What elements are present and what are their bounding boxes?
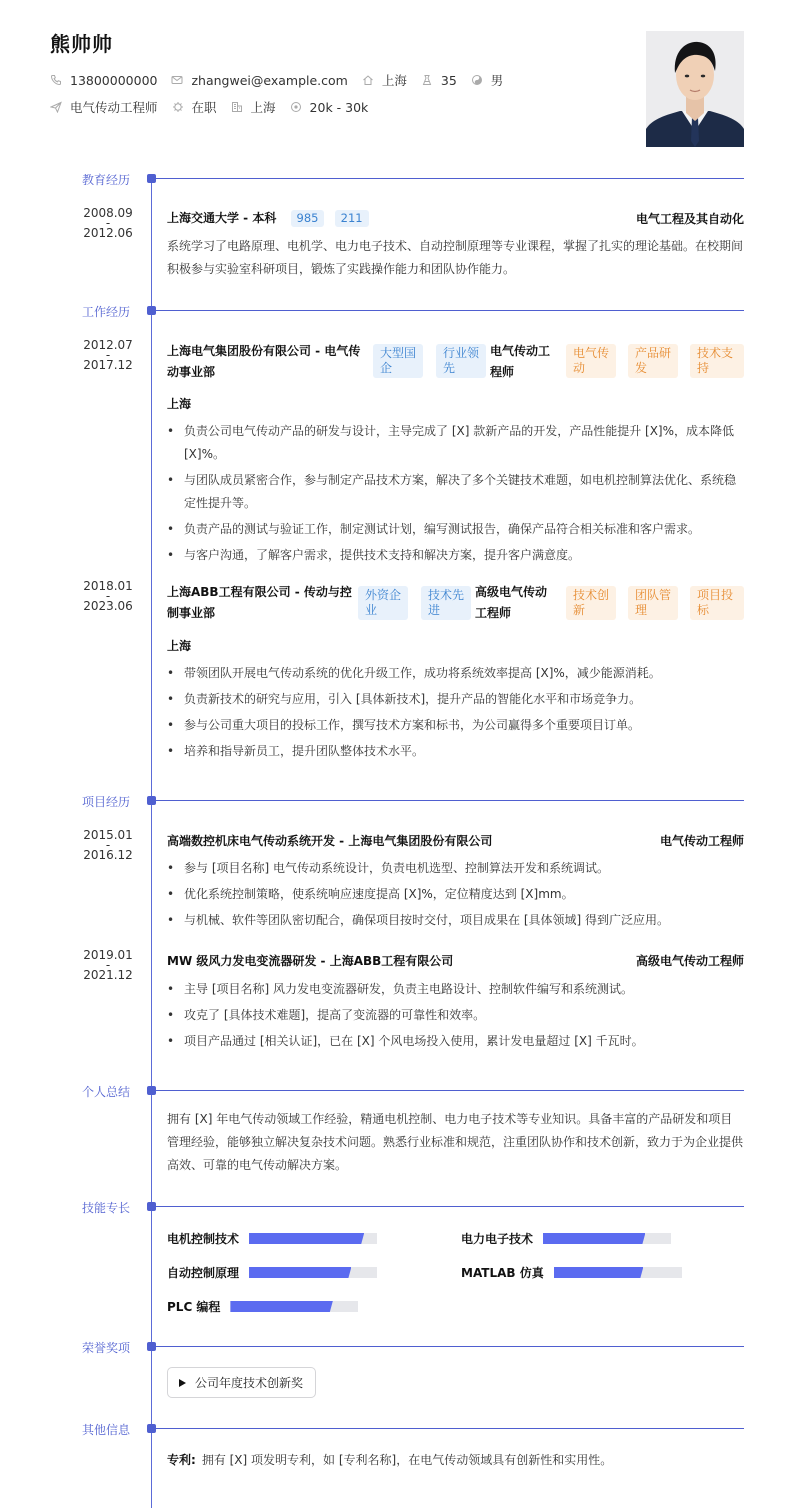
salary-item — [290, 100, 369, 115]
job-title-text: 电气传动工程师 — [70, 100, 158, 115]
school-name: 上海交通大学 - 本科 — [167, 211, 277, 225]
school-tag: 211 — [335, 210, 369, 227]
gender-icon — [471, 74, 483, 86]
skill-item — [167, 1230, 377, 1247]
role-line: 电气传动工 — [490, 344, 551, 358]
list-item: • 项目产品通过 [相关认证]，已在 [X] 个风电场投入使用，累计发电量超过 [X] 千瓦时。 — [167, 1030, 744, 1053]
date-start: 2008.09 — [83, 206, 133, 220]
skill-name: MATLAB 仿真 — [461, 1266, 544, 1280]
section-title-work: 工作经历 — [82, 305, 131, 319]
project-bullets — [167, 978, 744, 1056]
date-end: 2021.12 — [83, 968, 133, 982]
tag-line: 进 — [428, 603, 441, 617]
section-dot — [147, 1202, 156, 1211]
date-start: 2015.01 — [83, 828, 133, 842]
tag-line: 企 — [380, 361, 393, 375]
status-icon — [172, 101, 184, 113]
salary-text: 20k - 30k — [309, 99, 369, 115]
list-item: • 参与公司重大项目的投标工作，撰写技术方案和标书，为公司赢得多个重要项目订单。 — [167, 714, 744, 737]
company-line: 动事业部 — [167, 365, 216, 379]
list-item: • 主导 [项目名称] 风力发电变流器研发，负责主电路设计、控制软件编写和系统测试。 — [167, 978, 744, 1001]
target-city-item — [231, 98, 276, 116]
home-icon — [362, 74, 374, 86]
date-dash: - — [105, 348, 111, 362]
education-title — [167, 209, 369, 227]
date-dash: - — [105, 216, 111, 230]
date-start: 2018.01 — [83, 579, 133, 593]
list-item: • 参与 [项目名称] 电气传动系统设计，负责电机选型、控制算法开发和系统调试。 — [167, 857, 744, 880]
skill-name: 电力电子技术 — [461, 1232, 534, 1246]
phone-icon — [50, 74, 62, 86]
skill-bar-fill — [249, 1267, 351, 1278]
project-title: MW 级风力发电变流器研发 - 上海ABB工程有限公司 — [167, 954, 454, 968]
school-tag: 985 — [291, 210, 325, 227]
section-rule — [156, 1428, 744, 1429]
role-line: 工程师 — [475, 606, 512, 620]
skill-bar — [543, 1233, 671, 1244]
target-city-text: 上海 — [250, 100, 276, 115]
project-role: 电气传动工程师 — [659, 834, 744, 848]
role-tag — [628, 586, 678, 620]
education-dates — [78, 207, 138, 239]
work-bullets — [167, 420, 744, 570]
award-item[interactable] — [167, 1367, 316, 1398]
email-text: zhangwei@example.com — [191, 72, 348, 88]
section-title-skills: 技能专长 — [82, 1201, 131, 1215]
tag-line: 外资企 — [365, 588, 402, 602]
age-item — [421, 73, 457, 88]
age-icon — [421, 74, 433, 86]
work-company — [167, 341, 360, 383]
tag-line: 业 — [365, 603, 378, 617]
date-dash: - — [105, 958, 111, 972]
work-location: 上海 — [167, 397, 192, 411]
role-tag — [566, 586, 616, 620]
date-dash: - — [105, 838, 111, 852]
section-rule — [156, 1206, 744, 1207]
project-dates — [78, 829, 138, 861]
list-item: • 带领团队开展电气传动系统的优化升级工作，成功将系统效率提高 [X]%，减少能源消耗。 — [167, 662, 744, 685]
section-rule — [156, 1090, 744, 1091]
section-dot — [147, 174, 156, 183]
tag-line: 技术支 — [697, 346, 734, 360]
work-role — [475, 582, 547, 624]
list-item: • 优化系统控制策略，使系统响应速度提高 [X]%，定位精度达到 [X]mm。 — [167, 883, 744, 906]
company-tag — [421, 586, 471, 620]
company-line: 上海电气集团股份有限公司 - 电气传 — [167, 344, 361, 358]
skill-bar-fill — [230, 1301, 332, 1312]
project-role: 高级电气传动工程师 — [635, 954, 744, 968]
role-tag — [690, 344, 744, 378]
role-tag — [566, 344, 616, 378]
list-item: • 与团队成员紧密合作，参与制定产品技术方案，解决了多个关键技术难题，如电机控制算法优化、系统稳定性提升等。 — [167, 469, 744, 515]
play-icon — [179, 1379, 186, 1387]
section-rule — [156, 800, 744, 801]
section-dot — [147, 1086, 156, 1095]
tag-line: 技术先 — [428, 588, 465, 602]
section-title-education: 教育经历 — [82, 173, 131, 187]
tag-line: 理 — [635, 603, 648, 617]
tag-line: 持 — [697, 361, 710, 375]
gender-text: 男 — [490, 73, 504, 88]
tag-line: 先 — [443, 361, 456, 375]
tag-line: 发 — [635, 361, 648, 375]
salary-icon — [290, 101, 302, 113]
list-item: • 负责公司电气传动产品的研发与设计，主导完成了 [X] 款新产品的开发，产品性能提升 [X]%，成本降低 [X]%。 — [167, 420, 744, 466]
send-icon — [50, 101, 62, 113]
section-dot — [147, 1342, 156, 1351]
work-role — [490, 341, 550, 383]
contact-row — [50, 71, 517, 89]
project-title: 高端数控机床电气传动系统开发 - 上海电气集团股份有限公司 — [167, 834, 493, 848]
skill-bar — [249, 1267, 377, 1278]
list-item: • 培养和指导新员工，提升团队整体技术水平。 — [167, 740, 744, 763]
award-name: 公司年度技术创新奖 — [195, 1376, 304, 1390]
list-item: • 与客户沟通，了解客户需求，提供技术支持和解决方案，提升客户满意度。 — [167, 544, 744, 567]
date-start: 2012.07 — [83, 338, 133, 352]
tag-line: 电气传 — [573, 346, 610, 360]
section-dot — [147, 796, 156, 805]
date-end: 2016.12 — [83, 848, 133, 862]
section-title-other: 其他信息 — [82, 1423, 131, 1437]
skill-name: PLC 编程 — [167, 1300, 221, 1314]
list-item: • 负责新技术的研究与应用，引入 [具体新技术]，提升产品的智能化水平和市场竞争力。 — [167, 688, 744, 711]
role-tag — [690, 586, 744, 620]
date-dash: - — [105, 589, 111, 603]
work-dates — [78, 580, 138, 612]
work-company — [167, 582, 352, 624]
list-item: • 攻克了 [具体技术难题]，提高了变流器的可靠性和效率。 — [167, 1004, 744, 1027]
role-tag — [628, 344, 678, 378]
date-end: 2012.06 — [83, 226, 133, 240]
company-tag — [358, 586, 408, 620]
skill-bar — [230, 1301, 358, 1312]
tag-line: 技术创 — [573, 588, 610, 602]
project-bullets — [167, 857, 744, 935]
section-dot — [147, 306, 156, 315]
tag-line: 新 — [573, 603, 586, 617]
phone-text: 13800000000 — [70, 72, 158, 88]
project-dates — [78, 949, 138, 981]
tag-line: 行业领 — [443, 346, 480, 360]
mail-icon — [171, 74, 183, 86]
phone-item — [50, 73, 157, 88]
status-item — [172, 98, 217, 116]
avatar-portrait — [646, 31, 744, 147]
gender-item — [471, 71, 504, 89]
job-item — [50, 98, 158, 116]
profile-photo — [646, 31, 744, 147]
status-text: 在职 — [191, 100, 217, 115]
tag-line: 大型国 — [380, 346, 417, 360]
skill-item — [461, 1230, 671, 1247]
skill-name: 电机控制技术 — [167, 1232, 240, 1246]
tag-line: 项目投 — [697, 588, 734, 602]
patent-text: 拥有 [X] 项发明专利，如 [专利名称]，在电气传动领域具有创新性和实用性。 — [201, 1453, 613, 1467]
skill-bar-fill — [554, 1267, 644, 1278]
section-title-project: 项目经历 — [82, 795, 131, 809]
email-item — [171, 73, 347, 88]
skill-item — [461, 1264, 682, 1281]
section-rule — [156, 178, 744, 179]
age-text: 35 — [440, 72, 457, 88]
patent-label: 专利: — [167, 1453, 196, 1467]
company-line: 上海ABB工程有限公司 - 传动与控 — [167, 585, 352, 599]
role-line: 高级电气传动 — [475, 585, 548, 599]
section-rule — [156, 1346, 744, 1347]
tag-line: 动 — [573, 361, 586, 375]
date-end: 2017.12 — [83, 358, 133, 372]
skill-bar — [554, 1267, 682, 1278]
work-dates — [78, 339, 138, 371]
education-description: 系统学习了电路原理、电机学、电力电子技术、自动控制原理等专业课程，掌握了扎实的理论基础。在校期间积极参与实验室科研项目，锻炼了实践操作能力和团队协作能力。 — [167, 239, 744, 276]
tag-line: 产品研 — [635, 346, 672, 360]
skill-bar-fill — [249, 1233, 364, 1244]
skill-bar-fill — [543, 1233, 645, 1244]
city-text: 上海 — [381, 73, 407, 88]
section-title-awards: 荣誉奖项 — [82, 1341, 131, 1355]
skill-bar — [249, 1233, 377, 1244]
timeline-line — [151, 178, 152, 1508]
section-title-summary: 个人总结 — [82, 1085, 131, 1099]
company-line: 制事业部 — [167, 606, 216, 620]
skill-item — [167, 1264, 377, 1281]
company-tag — [436, 344, 486, 378]
city-item — [362, 71, 407, 89]
summary-text: 拥有 [X] 年电气传动领域工作经验，精通电机控制、电力电子技术等专业知识。具备丰富的产品研发和项目管理经验，能够独立解决复杂技术问题。熟悉行业标准和规范，注重团队协作和技术创新，致力于为企业提供高效、可靠的电气传动解决方案。 — [167, 1112, 744, 1172]
education-major: 电气工程及其自动化 — [635, 212, 744, 226]
candidate-name: 熊帅帅 — [50, 32, 113, 56]
skill-item — [167, 1298, 358, 1315]
role-line: 程师 — [490, 365, 515, 379]
date-start: 2019.01 — [83, 948, 133, 962]
skill-name: 自动控制原理 — [167, 1266, 240, 1280]
other-info — [167, 1451, 612, 1468]
section-dot — [147, 1424, 156, 1433]
work-bullets — [167, 662, 744, 766]
list-item: • 负责产品的测试与验证工作，制定测试计划，编写测试报告，确保产品符合相关标准和客户需求。 — [167, 518, 744, 541]
tag-line: 标 — [697, 603, 710, 617]
date-end: 2023.06 — [83, 599, 133, 613]
list-item: • 与机械、软件等团队密切配合，确保项目按时交付，项目成果在 [具体领域] 得到广泛应用。 — [167, 909, 744, 932]
job-row — [50, 98, 382, 116]
tag-line: 团队管 — [635, 588, 672, 602]
company-tag — [373, 344, 423, 378]
section-rule — [156, 310, 744, 311]
building-icon — [231, 101, 243, 113]
work-location: 上海 — [167, 639, 192, 653]
